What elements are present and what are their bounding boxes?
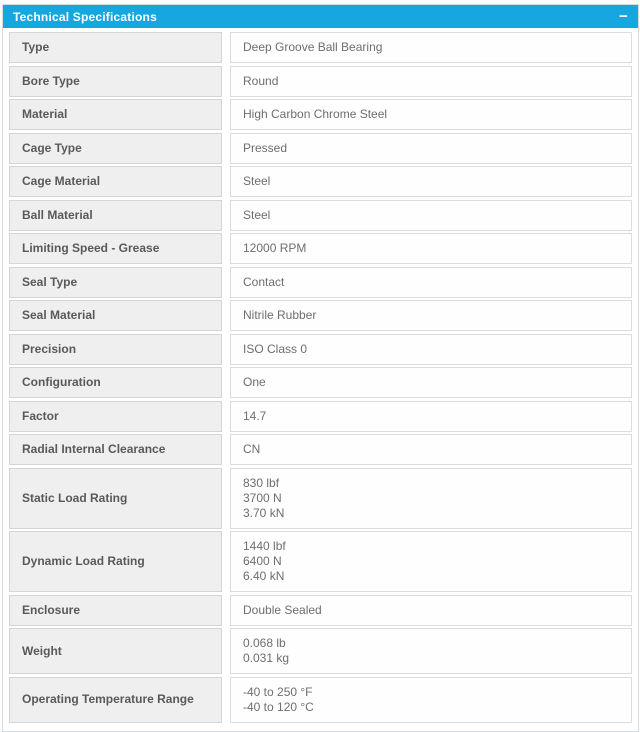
panel-title: Technical Specifications (13, 9, 157, 24)
spec-value-line: Steel (243, 174, 271, 188)
spec-label: Ball Material (9, 200, 222, 231)
table-row (9, 32, 632, 63)
spec-value (230, 267, 632, 298)
spec-value-line: 6.40 kN (243, 569, 285, 583)
spec-label: Dynamic Load Rating (9, 531, 222, 592)
table-row (9, 401, 632, 432)
spec-value-line: ISO Class 0 (243, 341, 308, 356)
spec-label: Material (9, 99, 222, 130)
spec-value (230, 200, 632, 231)
spec-value-line: 1440 lbf (243, 539, 286, 553)
spec-value-line: Pressed (243, 140, 288, 155)
spec-value (230, 531, 632, 592)
collapse-minus-icon[interactable]: − (619, 8, 628, 25)
spec-value-line: Double Sealed (243, 602, 322, 617)
table-row (9, 628, 632, 674)
spec-label: Operating Temperature Range (9, 677, 222, 723)
spec-value-line: 830 lbf (243, 475, 280, 490)
spec-value-line: Round (243, 73, 279, 88)
spec-value (230, 677, 632, 723)
panel-header[interactable] (3, 5, 638, 28)
spec-label: Factor (9, 401, 222, 432)
spec-value-line: High Carbon Chrome Steel (243, 107, 388, 121)
spec-value (230, 66, 632, 97)
table-row (9, 595, 632, 626)
table-row (9, 367, 632, 398)
spec-value-line: 6400 N (243, 554, 282, 568)
spec-value-line: -40 to 250 °F (243, 684, 313, 699)
spec-value-line: Steel (243, 207, 271, 222)
spec-label: Cage Type (9, 133, 222, 164)
table-row (9, 200, 632, 231)
table-row (9, 677, 632, 723)
technical-specifications-panel (2, 4, 639, 732)
spec-label: Cage Material (9, 166, 222, 197)
spec-value (230, 367, 632, 398)
spec-value (230, 133, 632, 164)
spec-value (230, 334, 632, 365)
table-row (9, 267, 632, 298)
table-row (9, 531, 632, 592)
spec-value-line: 12000 RPM (243, 241, 307, 255)
table-row (9, 66, 632, 97)
spec-value-line: Nitrile Rubber (243, 308, 317, 322)
spec-label: Limiting Speed - Grease (9, 233, 222, 264)
spec-value-line: -40 to 120 °C (243, 699, 314, 714)
spec-label: Static Load Rating (9, 468, 222, 529)
spec-label: Seal Type (9, 267, 222, 298)
spec-value-line: Contact (243, 274, 285, 289)
table-row (9, 434, 632, 465)
spec-label: Seal Material (9, 300, 222, 331)
table-row (9, 166, 632, 197)
table-row (9, 133, 632, 164)
spec-value (230, 300, 632, 331)
spec-value (230, 401, 632, 432)
spec-value-line: Deep Groove Ball Bearing (243, 40, 383, 54)
spec-label: Weight (9, 628, 222, 674)
spec-value-line: CN (243, 442, 261, 456)
spec-label: Radial Internal Clearance (9, 434, 222, 465)
spec-table (3, 28, 638, 731)
spec-value (230, 468, 632, 529)
spec-value (230, 434, 632, 465)
spec-value (230, 628, 632, 674)
spec-value (230, 233, 632, 264)
table-row (9, 233, 632, 264)
table-row (9, 99, 632, 130)
spec-value (230, 99, 632, 130)
spec-label: Enclosure (9, 595, 222, 626)
spec-value-line: One (243, 375, 266, 389)
spec-value-line: 3.70 kN (243, 505, 285, 520)
table-row (9, 300, 632, 331)
spec-value (230, 595, 632, 626)
spec-value-line: 0.068 lb (243, 636, 286, 650)
table-row (9, 468, 632, 529)
spec-value (230, 32, 632, 63)
spec-value-line: 14.7 (243, 408, 267, 423)
table-row (9, 334, 632, 365)
spec-label: Precision (9, 334, 222, 365)
spec-label: Configuration (9, 367, 222, 398)
spec-label: Bore Type (9, 66, 222, 97)
spec-value (230, 166, 632, 197)
spec-value-line: 0.031 kg (243, 651, 290, 665)
spec-value-line: 3700 N (243, 490, 282, 505)
spec-label: Type (9, 32, 222, 63)
